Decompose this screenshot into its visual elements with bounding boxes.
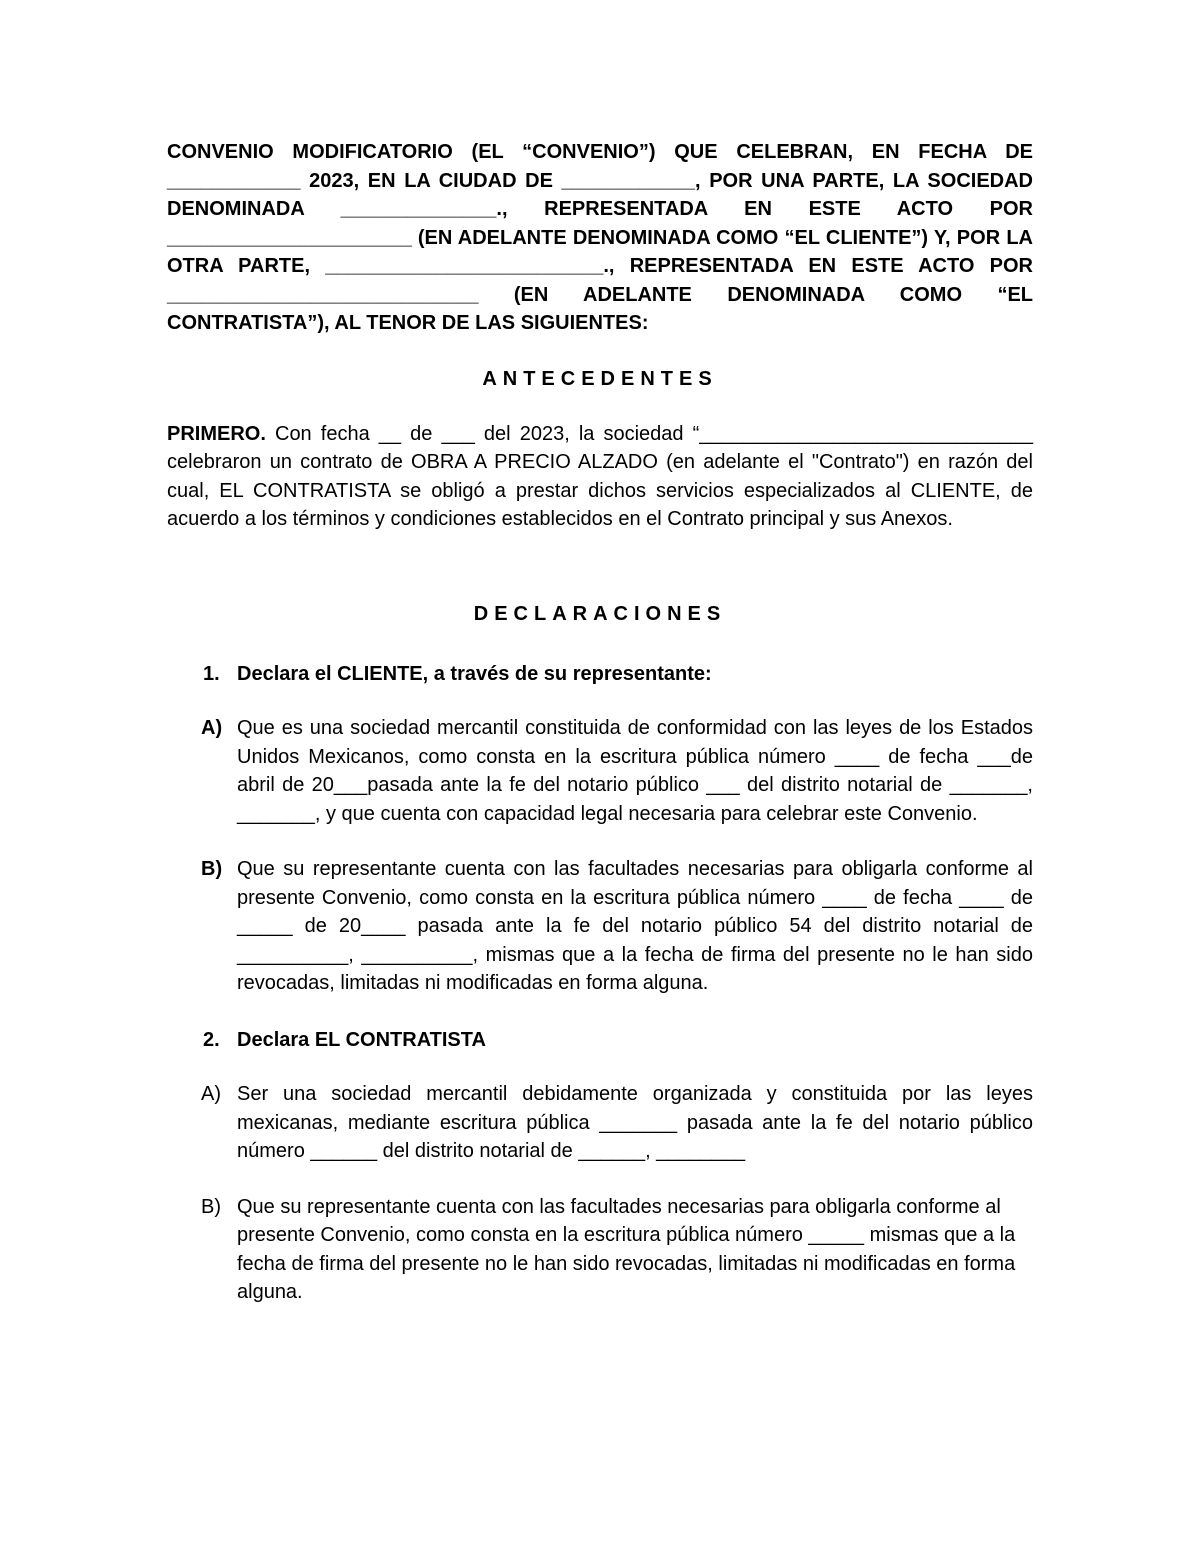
declaration-item — [167, 1193, 1033, 1307]
intro-paragraph: CONVENIO MODIFICATORIO (EL “CONVENIO”) QUE CELEBRAN, EN FECHA DE ____________ 2023, EN LA CIUDAD DE ____________, POR UNA PARTE, LA SOCIEDAD DENOMINADA ______________., REPRESENTADA EN ESTE ACTO POR ______________________ (EN ADELANTE DENOMINADA COMO “EL CLIENTE”) Y, POR LA OTRA PARTE, _________________________., REPRESENTADA EN ESTE ACTO POR ____________________________ (EN ADELANTE DENOMINADA COMO “EL CONTRATISTA”), AL TENOR DE LAS SIGUIENTES: — [167, 141, 1033, 334]
item-marker: A) — [201, 1083, 221, 1105]
declaration-title-text: Declara EL CONTRATISTA — [237, 1028, 486, 1051]
item-marker: A) — [201, 717, 223, 739]
declaraciones-heading: DECLARACIONES — [473, 602, 727, 625]
declaration-number: 2. — [203, 1028, 220, 1051]
document-body — [167, 138, 1033, 1307]
declaration-title-contratista — [167, 1026, 1033, 1055]
item-marker: B) — [201, 1195, 221, 1218]
primero-label: PRIMERO. — [167, 422, 266, 445]
item-text: Que su representante cuenta con las facultades necesarias para obligarla conforme al presente Convenio, como consta en la escritura pública número _____ mismas que a la fecha de firma del presente no le han sido revocadas, limitadas ni modificadas en forma alguna. — [237, 1195, 1016, 1303]
declaration-title-cliente — [167, 660, 1033, 689]
primero-paragraph — [167, 420, 1033, 534]
item-text: Que es una sociedad mercantil constituida de conformidad con las leyes de los Estados Unidos Mexicanos, como consta en la escritura pública número ____ de fecha ___de abril de 20___pasada ante la fe del notario público ___ del distrito notarial de _______, _______, y que cuenta con capacidad legal necesaria para celebrar este Convenio. — [237, 717, 1033, 825]
item-marker: B) — [201, 858, 223, 880]
item-text: Ser una sociedad mercantil debidamente organizada y constituida por las leyes mexicanas, mediante escritura pública _______ pasada ante la fe del notario público número ______ del distrito notarial de ______, ________ — [237, 1083, 1033, 1162]
primero-text: Con fecha __ de ___ del 2023, la sociedad “______________________________ celebraron un contrato de OBRA A PRECIO ALZADO (en adelante el "Contrato") en razón del cual, EL CONTRATISTA se obligó a prestar dichos servicios especializados al CLIENTE, de acuerdo a los términos y condiciones establecidos en el Contrato principal y sus Anexos. — [167, 422, 1033, 530]
declaration-item — [167, 714, 1033, 828]
declaration-number: 1. — [203, 662, 220, 685]
antecedentes-heading: ANTECEDENTES — [482, 367, 718, 390]
item-text: Que su representante cuenta con las facultades necesarias para obligarla conforme al presente Convenio, como consta en la escritura pública número ____ de fecha ____ de _____ de 20____ pasada ante la fe del notario público 54 del distrito notarial de __________, __________, mismas que a la fecha de firma del presente no le han sido revocadas, limitadas ni modificadas en forma alguna. — [237, 858, 1033, 994]
declaration-item — [167, 855, 1033, 998]
declaration-title-text: Declara el CLIENTE, a través de su representante: — [237, 662, 712, 685]
declaration-item — [167, 1080, 1033, 1166]
